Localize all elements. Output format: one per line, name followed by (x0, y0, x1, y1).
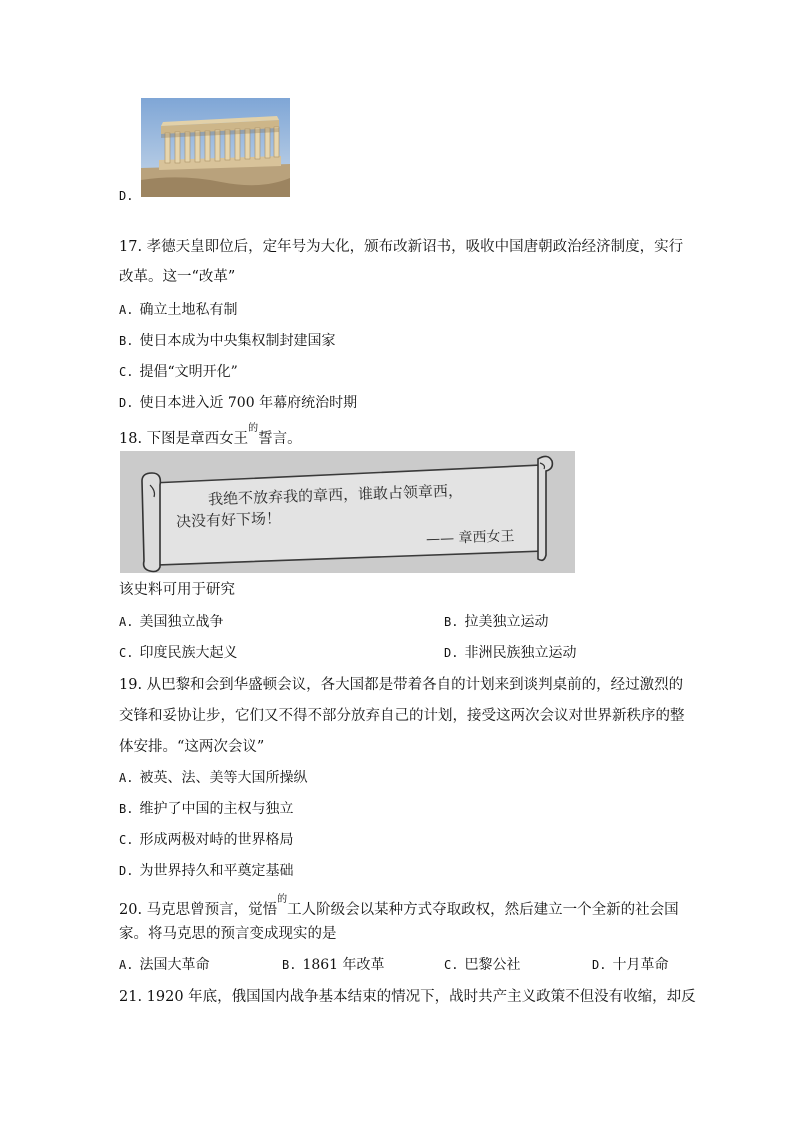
queen-vow-scroll-image (120, 451, 575, 573)
option-label: D. (592, 958, 607, 972)
option-text: 提倡“文明开化” (139, 364, 238, 380)
option-label: D. (119, 189, 134, 203)
option-label: C. (444, 958, 459, 972)
q19-option-d (119, 861, 293, 881)
q18-stem-after: 誓言。 (258, 430, 302, 447)
q20-line1-before: 20. 马克思曾预言，觉悟 (119, 901, 278, 918)
option-label: B. (119, 334, 134, 348)
option-text: 印度民族大起义 (139, 645, 238, 661)
option-label: B. (119, 802, 134, 816)
option-text: 维护了中国的主权与独立 (139, 801, 294, 817)
q19-stem-line2: 交锋和妥协让步，它们又不得不部分放弃自己的计划，接受这两次会议对世界新秩序的整 (119, 708, 685, 724)
option-label: D. (119, 396, 134, 410)
option-text: 被英、法、美等大国所操纵 (139, 770, 308, 786)
option-label: A. (119, 958, 134, 972)
q16-option-d (119, 186, 139, 206)
q18-stem-de: 的 (248, 423, 259, 434)
option-text: 1861 年改革 (302, 957, 385, 973)
q19-stem-line1: 19. 从巴黎和会到华盛顿会议，各大国都是带着各自的计划来到谈判桌前的，经过激烈的 (119, 677, 684, 693)
option-label: B. (282, 958, 297, 972)
q20-option-d (592, 955, 668, 975)
q19-stem-line3: 体安排。“这两次会议” (119, 739, 265, 755)
option-text: 美国独立战争 (139, 614, 224, 630)
q18-question: 该史料可用于研究 (119, 582, 235, 598)
option-text: 非洲民族独立运动 (464, 645, 577, 661)
option-text: 拉美独立运动 (464, 614, 549, 630)
q17-option-c (119, 362, 238, 382)
scroll-signature: —— 章西女王 (425, 528, 515, 548)
option-text: 形成两极对峙的世界格局 (139, 832, 294, 848)
option-label: A. (119, 771, 134, 785)
option-text: 巴黎公社 (464, 957, 521, 973)
q18-stem (119, 425, 302, 449)
option-label: D. (444, 646, 459, 660)
q19-option-a (119, 768, 307, 788)
option-text: 确立土地私有制 (139, 302, 238, 318)
q19-option-c (119, 830, 293, 850)
option-text: 十月革命 (612, 957, 669, 973)
option-label: B. (444, 615, 459, 629)
option-text: 法国大革命 (139, 957, 210, 973)
parthenon-photo (141, 98, 290, 197)
q17-option-d (119, 393, 357, 413)
q18-option-a (119, 612, 223, 632)
q18-stem-before: 18. 下图是章西女王 (119, 430, 249, 447)
q17-stem-line1: 17. 孝德天皇即位后，定年号为大化，颁布改新诏书，吸收中国唐朝政治经济制度，实行 (119, 239, 684, 255)
q20-option-b (282, 955, 385, 975)
q18-option-b (444, 612, 548, 632)
option-label: C. (119, 646, 134, 660)
q18-option-d (444, 643, 576, 663)
q20-line1-after: 工人阶级会以某种方式夺取政权，然后建立一个全新的社会国 (287, 901, 679, 918)
q17-stem-line2: 改革。这一“改革” (119, 269, 236, 285)
q20-stem-line1 (119, 896, 679, 920)
q20-option-c (444, 955, 520, 975)
option-text: 为世界持久和平奠定基础 (139, 863, 294, 879)
option-label: D. (119, 864, 134, 878)
option-text: 使日本成为中央集权制封建国家 (139, 333, 336, 349)
q17-option-b (119, 331, 335, 351)
option-label: A. (119, 303, 134, 317)
option-text: 使日本进入近 700 年幕府统治时期 (139, 395, 358, 411)
option-label: C. (119, 833, 134, 847)
q17-option-a (119, 300, 237, 320)
q18-option-c (119, 643, 237, 663)
q20-line1-de: 的 (277, 894, 288, 905)
scroll-line2: 决没有好下场！ (175, 509, 282, 531)
scroll-line1: 我绝不放弃我的章西，谁敢占领章西， (207, 481, 464, 509)
q21-stem-line1: 21. 1920 年底，俄国国内战争基本结束的情况下，战时共产主义政策不但没有收缩，却反 (119, 989, 696, 1005)
option-label: A. (119, 615, 134, 629)
q19-option-b (119, 799, 293, 819)
q20-option-a (119, 955, 209, 975)
q20-stem-line2: 家。将马克思的预言变成现实的是 (119, 926, 337, 942)
option-label: C. (119, 365, 134, 379)
